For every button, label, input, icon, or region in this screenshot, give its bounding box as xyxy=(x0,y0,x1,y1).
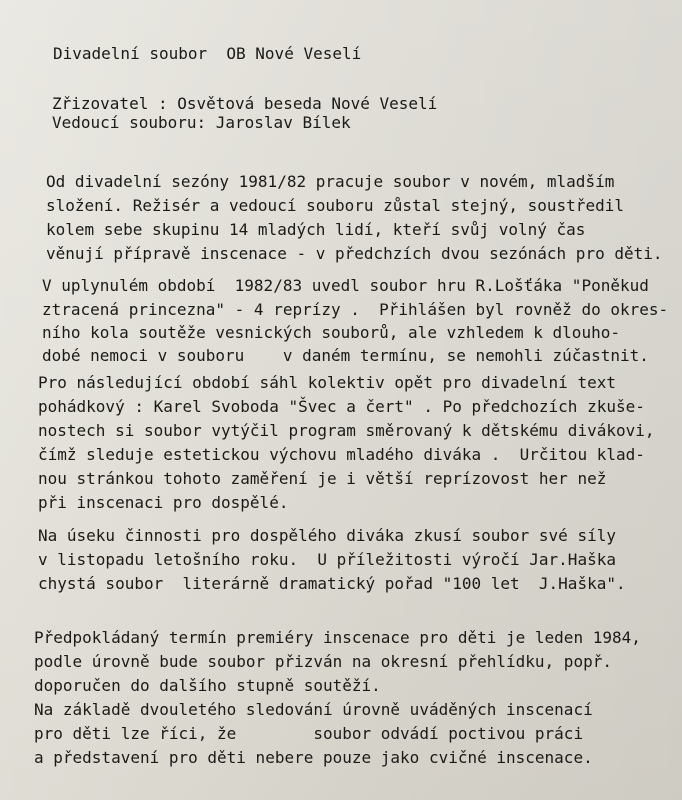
paragraph-2-line-3: ního kola soutěže vesnických souborů, ale vzhledem k dlouho- xyxy=(42,323,620,342)
paragraph-5-line-2: podle úrovně bude soubor přizván na okresní přehlídku, popř. xyxy=(34,652,612,671)
paragraph-3-line-3: nostech si soubor vytýčil program směrovaný k dětskému divákovi, xyxy=(38,421,655,440)
paragraph-5-line-1: Předpokládaný termín premiéry inscenace pro děti je leden 1984, xyxy=(34,628,641,647)
paragraph-1-line-3: kolem sebe skupinu 14 mladých lidí, kteří svůj volný čas xyxy=(46,220,586,239)
paragraph-1-line-1: Od divadelní sezóny 1981/82 pracuje soubor v novém, mladším xyxy=(46,172,615,191)
paragraph-4-line-3: chystá soubor literárně dramatický pořad "100 let J.Haška". xyxy=(38,574,626,593)
paragraph-6-line-1: Na základě dvouletého sledování úrovně uváděných inscenací xyxy=(34,700,593,719)
paragraph-3-line-1: Pro následující období sáhl kolektiv opět pro divadelní text xyxy=(38,373,616,392)
paragraph-3-line-5: nou stránkou tohoto zaměření je i větší reprízovost her než xyxy=(38,469,607,488)
paragraph-2-line-1: V uplynulém období 1982/83 uvedl soubor hru R.Lošťáka "Poněkud xyxy=(42,276,649,295)
paragraph-5-line-3: doporučen do dalšího stupně soutěží. xyxy=(34,676,381,695)
paragraph-2-line-4: dobé nemoci v souboru v daném termínu, se nemohli zúčastnit. xyxy=(42,346,649,365)
paragraph-1-line-4: věnují přípravě inscenace - v předchzích dvou sezónách pro děti. xyxy=(46,244,663,263)
paragraph-3-line-6: při inscenaci pro dospělé. xyxy=(38,493,289,512)
document-heading: Divadelní soubor OB Nové Veselí xyxy=(53,44,362,63)
paragraph-4-line-2: v listopadu letošního roku. U příležitosti výročí Jar.Haška xyxy=(38,550,616,569)
paragraph-6-line-2: pro děti lze říci, že soubor odvádí poctivou práci xyxy=(34,724,584,743)
paragraph-3-line-2: pohádkový : Karel Svoboda "Švec a čert" . Po předchozích zkuše- xyxy=(38,397,645,416)
zrizovatel-line: Zřizovatel : Osvětová beseda Nové Veselí xyxy=(52,94,438,113)
paragraph-2-line-2: ztracená princezna" - 4 reprízy . Přihlášen byl rovněž do okres- xyxy=(42,300,669,319)
paragraph-1-line-2: složení. Režisér a vedoucí souboru zůstal stejný, soustředil xyxy=(46,196,624,215)
paragraph-3-line-4: čímž sleduje estetickou výchovu mladého diváka . Určitou klad- xyxy=(38,445,645,464)
vedouci-line: Vedoucí souboru: Jaroslav Bílek xyxy=(52,113,351,132)
paragraph-4-line-1: Na úseku činnosti pro dospělého diváka zkusí soubor své síly xyxy=(38,526,616,545)
paragraph-6-line-3: a představení pro děti nebere pouze jako cvičné inscenace. xyxy=(34,748,593,767)
